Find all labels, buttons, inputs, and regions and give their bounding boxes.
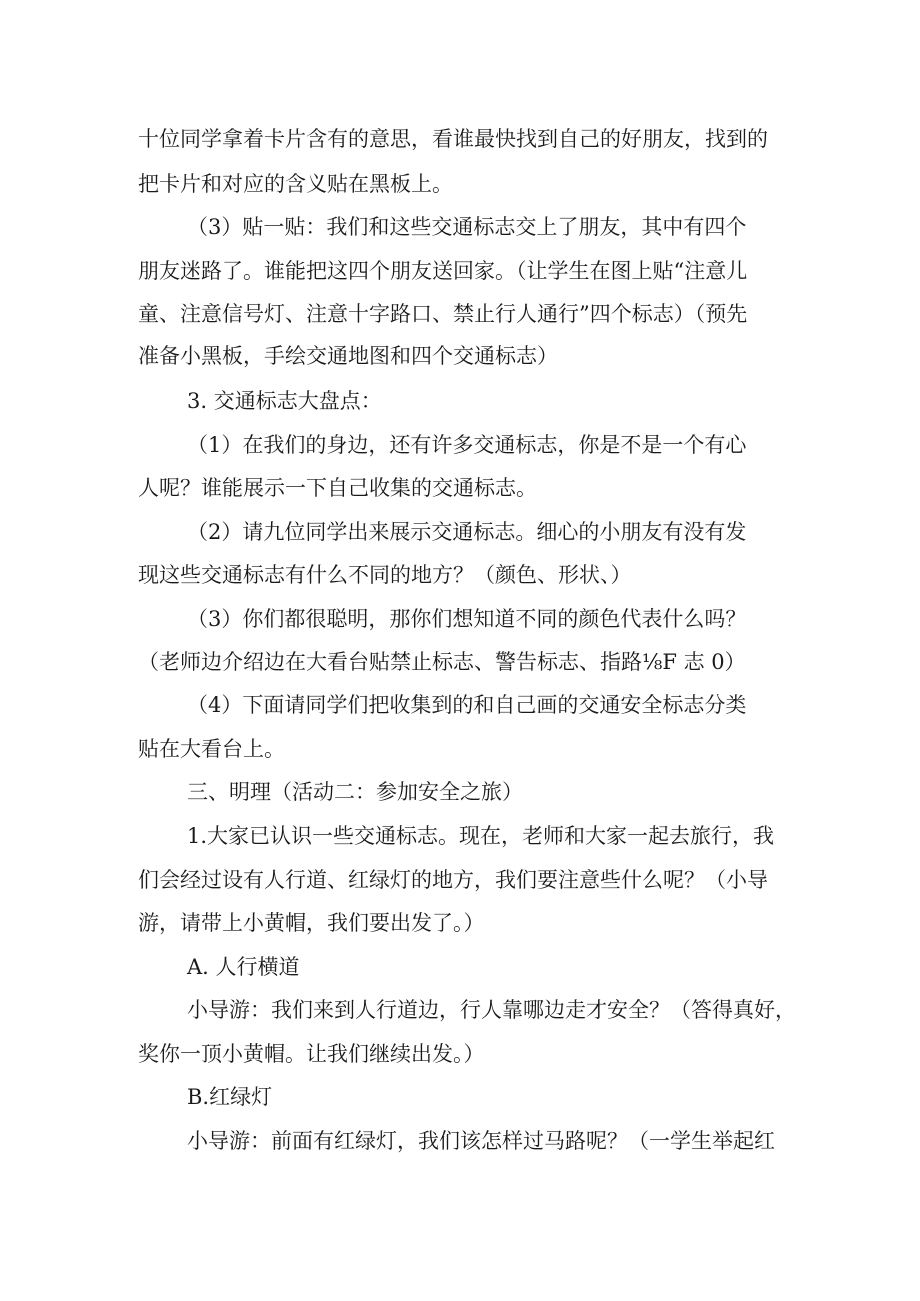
text-line: 奖你一顶小黄帽。让我们继续出发。）	[138, 1042, 485, 1066]
section-heading: 三、明理（活动二：参加安全之旅）	[187, 780, 523, 804]
text-line: 准备小黑板，手绘交通地图和四个交通标志）	[138, 344, 558, 368]
text-line: 小导游：我们来到人行道边，行人靠哪边走才安全？（答得真好，	[187, 998, 796, 1022]
text-line: 现这些交通标志有什么不同的地方？（颜色、形状、）	[138, 563, 632, 587]
text-line: 朋友迷路了。谁能把这四个朋友送回家。（让学生在图上贴“注意儿	[138, 259, 748, 283]
text-line: （老师边介绍边在大看台贴禁止标志、警告标志、指路⅛F 志 0）	[138, 650, 746, 674]
text-line: 小导游：前面有红绿灯，我们该怎样过马路呢？（一学生举起红	[187, 1129, 775, 1153]
text-line: 人呢？谁能展示一下自己收集的交通标志。	[138, 476, 537, 500]
text-line: （3）贴一贴：我们和这些交通标志交上了朋友，其中有四个	[187, 215, 747, 239]
text-line: 十位同学拿着卡片含有的意思，看谁最快找到自己的好朋友，找到的	[138, 127, 768, 151]
text-line: （2）请九位同学出来展示交通标志。细心的小朋友有没有发	[187, 520, 747, 544]
text-line: 贴在大看台上。	[138, 737, 285, 761]
text-line: （3）你们都很聪明，那你们想知道不同的颜色代表什么吗？	[187, 607, 747, 631]
text-line: 童、注意信号灯、注意十字路口、禁止行人通行”四个标志）（预先	[138, 302, 748, 326]
text-line: （4）下面请同学们把收集到的和自己画的交通安全标志分类	[187, 693, 747, 717]
text-line: 1.大家已认识一些交通标志。现在，老师和大家一起去旅行，我	[187, 824, 775, 848]
text-line: 把卡片和对应的含义贴在黑板上。	[138, 172, 453, 196]
text-line: 们会经过设有人行道、红绿灯的地方，我们要注意些什么呢？（小导	[138, 868, 768, 892]
subheading: B.红绿灯	[187, 1085, 273, 1109]
text-line: 游，请带上小黄帽，我们要出发了。）	[138, 911, 485, 935]
section-heading: 3. 交通标志大盘点：	[187, 389, 382, 413]
subheading: A. 人行横道	[187, 955, 300, 979]
text-line: （1）在我们的身边，还有许多交通标志，你是不是一个有心	[187, 433, 747, 457]
